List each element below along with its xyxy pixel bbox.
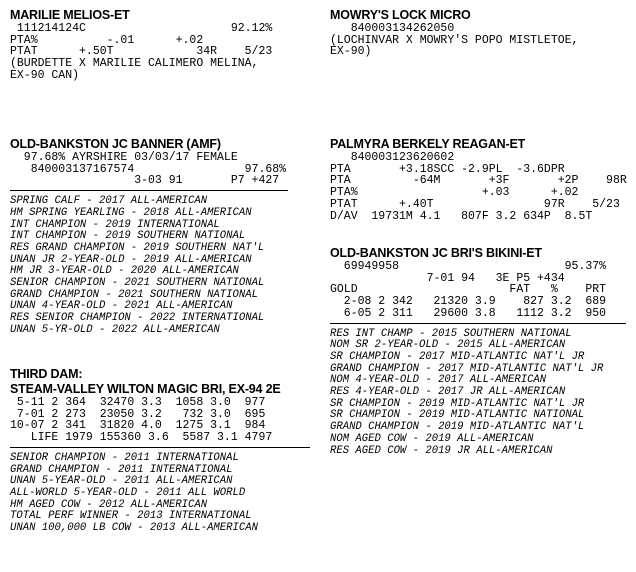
text-line: 840003137167574 97.68%	[10, 162, 287, 176]
text-line: RES 4-YEAR-OLD - 2017 JR ALL-AMERICAN	[330, 386, 566, 399]
third-dam-title: STEAM-VALLEY WILTON MAGIC BRI, EX-94 2E	[10, 382, 281, 396]
mowry-lines	[330, 23, 578, 58]
text-line: SR CHAMPION - 2019 MID-ATLANTIC NAT'L JR	[330, 397, 585, 410]
banner-rule	[10, 190, 288, 191]
text-line: UNAN 100,000 LB COW - 2013 ALL-AMERICAN	[10, 522, 258, 535]
text-line: (BURDETTE X MARILIE CALIMERO MELINA,	[10, 57, 259, 71]
bikini-section	[330, 246, 626, 457]
text-line: INT CHAMPION - 2019 INTERNATIONAL	[10, 218, 220, 231]
text-line: 2-08 2 342 21320 3.9 827 3.2 689	[330, 295, 607, 309]
text-line: 840003123620602	[330, 151, 455, 164]
text-line: (LOCHINVAR X MOWRY'S POPO MISTLETOE,	[330, 33, 579, 47]
text-line: RES SENIOR CHAMPION - 2022 INTERNATIONAL	[10, 312, 265, 325]
text-line: SR CHAMPION - 2019 MID-ATLANTIC NATIONAL	[330, 409, 585, 422]
text-line: 7-01 2 273 23050 3.2 732 3.0 695	[10, 407, 266, 421]
text-line: SENIOR CHAMPION - 2011 INTERNATIONAL	[10, 451, 239, 464]
mowry-section	[330, 8, 578, 58]
text-line: INT CHAMPION - 2019 SOUTHERN NATIONAL	[10, 230, 246, 243]
marilie-lines	[10, 23, 272, 82]
text-line: HM AGED COW - 2012 ALL-AMERICAN	[10, 498, 208, 511]
text-line: PTA% +.03 +.02	[330, 186, 579, 200]
text-line: NOM AGED COW - 2019 ALL-AMERICAN	[330, 432, 534, 445]
palmyra-section	[330, 137, 627, 222]
mowry-title: MOWRY'S LOCK MICRO	[330, 8, 471, 22]
text-line: 840003134262050	[330, 22, 455, 35]
text-line: SPRING CALF - 2017 ALL-AMERICAN	[10, 195, 208, 208]
third-dam-rule	[10, 447, 310, 448]
palmyra-title: PALMYRA BERKELY REAGAN-ET	[330, 137, 526, 151]
banner-awards	[10, 196, 288, 336]
palmyra-lines	[330, 152, 627, 222]
third-dam-records	[10, 397, 310, 444]
third-dam-section	[10, 367, 310, 535]
banner-title: OLD-BANKSTON JC BANNER (AMF)	[10, 137, 221, 151]
text-line: RES INT CHAMP - 2015 SOUTHERN NATIONAL	[330, 327, 572, 340]
text-line: SENIOR CHAMPION - 2021 SOUTHERN NATIONAL	[10, 277, 265, 290]
text-line: EX-90)	[330, 45, 372, 59]
text-line: NOM SR 2-YEAR-OLD - 2015 ALL-AMERICAN	[330, 339, 566, 352]
text-line: HM SPRING YEARLING - 2018 ALL-AMERICAN	[10, 206, 252, 219]
text-line: LIFE 1979 155360 3.6 5587 3.1 4797	[10, 431, 273, 445]
text-line: EX-90 CAN)	[10, 68, 80, 82]
text-line: 69949958 95.37%	[330, 260, 607, 273]
text-line: TOTAL PERF WINNER - 2013 INTERNATIONAL	[10, 510, 252, 523]
text-line: GRAND CHAMPION - 2011 INTERNATIONAL	[10, 463, 233, 476]
text-line: UNAN 5-YEAR-OLD - 2011 ALL-AMERICAN	[10, 475, 233, 488]
text-line: D/AV 19731M 4.1 807F 3.2 634P 8.5T	[330, 209, 593, 223]
text-line: UNAN 4-YEAR-OLD - 2021 ALL-AMERICAN	[10, 300, 233, 313]
text-line: 111214124C 92.12%	[10, 22, 273, 35]
text-line: ALL-WORLD 5-YEAR-OLD - 2011 ALL WORLD	[10, 486, 246, 499]
bikini-rule	[330, 323, 626, 324]
text-line: PTAT +.40T 97R 5/23	[330, 197, 620, 211]
text-line: PTAT +.50T 34R 5/23	[10, 45, 273, 59]
bikini-title: OLD-BANKSTON JC BRI'S BIKINI-ET	[330, 246, 542, 260]
text-line: GOLD FAT % PRT	[330, 283, 607, 297]
text-line: 10-07 2 341 31820 4.0 1275 3.1 984	[10, 419, 266, 433]
text-line: SR CHAMPION - 2017 MID-ATLANTIC NAT'L JR	[330, 350, 585, 363]
text-line: PTA% -.01 +.02	[10, 33, 204, 47]
text-line: PTA +3.18SCC -2.9PL -3.6DPR	[330, 162, 565, 176]
text-line: 7-01 94 3E P5 +434	[330, 271, 565, 285]
bikini-awards	[330, 329, 626, 458]
text-line: UNAN JR 2-YEAR-OLD - 2019 ALL-AMERICAN	[10, 253, 252, 266]
third-dam-label: THIRD DAM:	[10, 367, 83, 381]
text-line: RES GRAND CHAMPION - 2019 SOUTHERN NAT'L	[10, 241, 265, 254]
banner-section	[10, 137, 288, 337]
text-line: GRAND CHAMPION - 2021 SOUTHERN NATIONAL	[10, 288, 258, 301]
text-line: NOM 4-YEAR-OLD - 2017 ALL-AMERICAN	[330, 374, 547, 387]
bikini-lines	[330, 261, 626, 320]
text-line: RES AGED COW - 2019 JR ALL-AMERICAN	[330, 444, 553, 457]
banner-lines	[10, 152, 288, 187]
text-line: 5-11 2 364 32470 3.3 1058 3.0 977	[10, 396, 266, 409]
third-dam-awards	[10, 453, 310, 535]
text-line: 6-05 2 311 29600 3.8 1112 3.2 950	[330, 306, 607, 320]
text-line: GRAND CHAMPION - 2017 MID-ATLANTIC NAT'L JR	[330, 362, 604, 375]
text-line: 3-03 91 P7 +427	[10, 174, 280, 188]
text-line: UNAN 5-YR-OLD - 2022 ALL-AMERICAN	[10, 323, 220, 336]
text-line: PTA -64M +3F +2P 98R	[330, 174, 627, 188]
text-line: HM JR 3-YEAR-OLD - 2020 ALL-AMERICAN	[10, 265, 239, 278]
marilie-title: MARILIE MELIOS-ET	[10, 8, 130, 22]
text-line: GRAND CHAMPION - 2019 MID-ATLANTIC NAT'L	[330, 421, 585, 434]
text-line: 97.68% AYRSHIRE 03/03/17 FEMALE	[10, 151, 238, 164]
marilie-section	[10, 8, 272, 82]
